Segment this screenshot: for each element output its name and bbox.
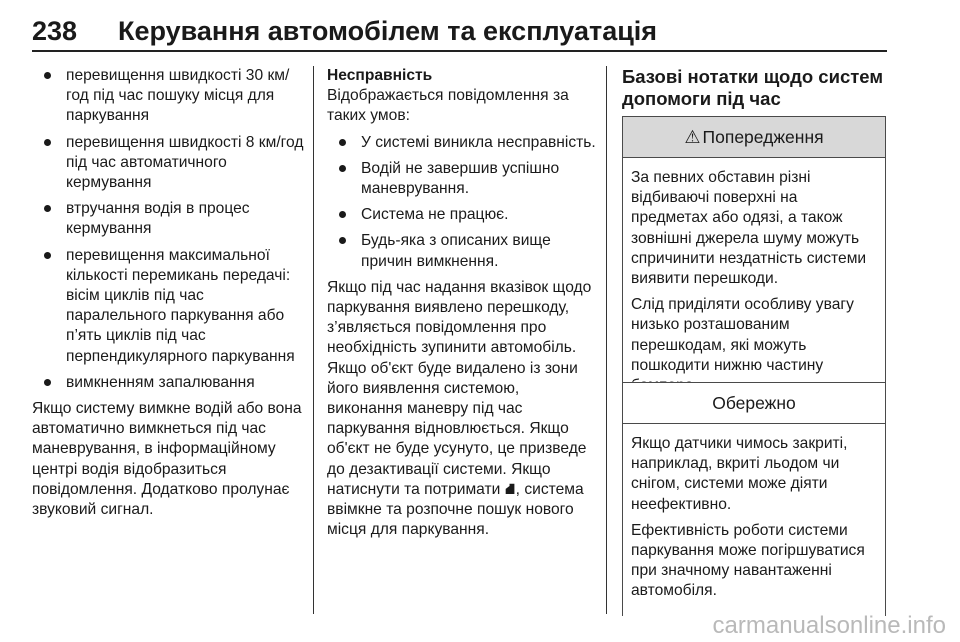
paragraph: Ефективність роботи системи паркування може погіршуватися при значному навантаженні автомобіля. <box>631 521 865 600</box>
section-heading: Несправність <box>327 67 433 84</box>
watermark: carmanualsonline.info <box>712 612 946 639</box>
list-item: вимкненням запалювання <box>32 373 304 393</box>
column-divider <box>606 66 607 614</box>
section-title: Базові нотатки щодо систем допомоги під час <box>622 66 884 109</box>
caution-body <box>623 424 885 616</box>
list-item: Водій не завершив успішно маневрування. <box>327 159 597 199</box>
list-item: перевищення швидкості 30 км/год під час пошуку місця для паркування <box>32 66 304 127</box>
paragraph: За певних обставин різні відбиваючі поверхні на предметах або одязі, а також зовнішні джерела шуму можуть спричинити нездатність системи виявити перешкоди. <box>631 169 867 288</box>
warning-body <box>623 158 885 410</box>
list-item: Система не працює. <box>327 205 597 225</box>
warning-label: Попередження <box>702 127 824 147</box>
paragraph: Якщо під час надання вказівок щодо паркування виявлено перешкоду, з’являється повідомлення про необхідність зупинити автомобіль. Якщо об'єкт буде видалено із зони його виявлення системою, виконання маневру під час паркування відновлюється. Якщо об'єкт не буде усунуто, це призведе до дезактивації системи. Якщо натиснути та потримати ⛘, система ввімкне та розпочне пошук нового місця для паркування. <box>327 278 592 539</box>
list-item: втручання водія в процес кермування <box>32 199 304 239</box>
column-divider <box>313 66 314 614</box>
paragraph: Слід приділяти особливу увагу низько розташованим перешкодам, які можуть пошкодити нижню частину <box>631 296 854 374</box>
paragraph: Відображається повідомлення за таких умов: <box>327 87 569 125</box>
page-header <box>32 14 887 50</box>
warning-box <box>622 116 886 411</box>
column-2 <box>327 66 597 546</box>
bullet-list <box>327 133 597 272</box>
paragraph: Якщо датчики чимось закриті, наприклад, вкриті льодом чи снігом, системи може діяти неефективно. <box>631 435 848 513</box>
list-item: У системі виникла несправність. <box>327 133 597 153</box>
warning-header <box>623 117 885 158</box>
warning-icon: ⚠ <box>684 127 701 147</box>
column-1 <box>32 66 304 526</box>
caution-header <box>623 383 885 424</box>
caution-box <box>622 382 886 616</box>
bullet-list <box>32 66 304 393</box>
list-item: перевищення максимальної кількості перемикань передачі: вісім циклів під час паралельного паркування або п’ять циклів під час перпендикулярного паркування <box>32 246 304 367</box>
page-number: 238 <box>32 16 78 46</box>
running-title: Керування автомобілем та експлуатація <box>118 16 658 46</box>
header-rule <box>32 50 887 52</box>
list-item: Будь-яка з описаних вище причин вимкнення. <box>327 231 597 271</box>
paragraph: Якщо систему вимкне водій або вона автоматично вимкнеться під час маневрування, в інформаційному центрі водія відобразиться повідомлення. Додатково пролунає звуковий сигнал. <box>32 400 302 519</box>
list-item: перевищення швидкості 8 км/год під час автоматичного кермування <box>32 133 304 194</box>
caution-label: Обережно <box>712 393 796 413</box>
